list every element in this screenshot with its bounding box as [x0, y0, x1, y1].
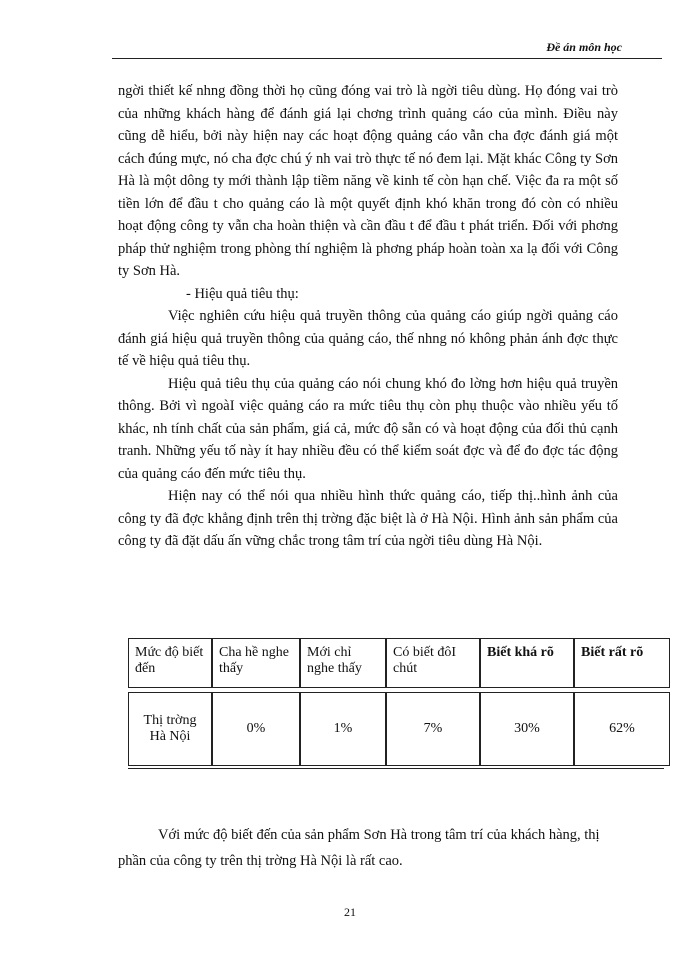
table-row-label: Thị trờng Hà Nội: [128, 692, 212, 766]
paragraph-3: Hiệu quả tiêu thụ của quảng cáo nói chung khó đo lờng hơn hiệu quả truyền thông. Bởi vì ngoàI việc quảng cáo ra mức tiêu thụ còn phụ thuộc vào nhiều yếu tố khác, nh tính chất của sản phẩm, giá cả, mức độ sẵn có và hoạt động của đối thủ cạnh tranh. Những yếu tố này ít hay nhiều đều có thể kiểm soát đợc và để đo đợc tác động của quảng cáo đến mức tiêu thụ.: [118, 375, 618, 482]
table-cell: 1%: [300, 692, 386, 766]
paragraph-4: Hiện nay có thể nói qua nhiều hình thức quảng cáo, tiếp thị..hình ảnh của công ty đã đợc khẳng định trên thị trờng đặc biệt là ở Hà Nội. Hình ảnh sản phẩm của công ty đã đặt dấu ấn vững chắc trong tâm trí của ngời tiêu dùng Hà Nội.: [118, 488, 618, 549]
paragraph-1: ngời thiết kế nhng đồng thời họ cũng đóng vai trò là ngời tiêu dùng. Họ đóng vai trò của những khách hàng để đánh giá lại chơng trình quảng cáo của mình. Điều này cũng dễ hiểu, bởi này hiện nay các hoạt động quảng cáo vẫn cha đợc đánh giá một cách đúng mực, nó cha đợc chú ý nh vai trò thực tế nó đem lại. Mặt khác Công ty Sơn Hà là một dông ty mới thành lập tiềm năng về kinh tế còn hạn chế. Việc đa ra một số tiền lớn để đầu t cho quảng cáo là một quyết định khó khăn trong đó còn có nhiều hoạt động công ty vẫn cha hoàn thiện và cần đầu t để đầu t phát triển. Đối với phơng pháp thử nghiệm trong phòng thí nghiệm là phơng pháp hoàn toàn xa lạ đối với Công ty Sơn Hà.: [118, 83, 618, 279]
table-header-cell: Mới chỉ nghe thấy: [300, 638, 386, 688]
page-number: 21: [344, 905, 356, 919]
table-header-cell: Cha hề nghe thấy: [212, 638, 300, 688]
paragraph-2: Việc nghiên cứu hiệu quả truyền thông của quảng cáo giúp ngời quảng cáo đánh giá hiệu quả truyền thông của quảng cáo, thế nhng nó không phản ánh đợc thực tế về hiệu quả tiêu thụ.: [118, 308, 618, 369]
header-title: Đề án môn học: [546, 40, 622, 54]
table-bottom-rule: [128, 768, 664, 769]
table-cell: 30%: [480, 692, 574, 766]
body-text: [118, 80, 618, 553]
table-row: [128, 692, 670, 766]
table-header-row: [128, 638, 670, 688]
awareness-table: [128, 638, 670, 766]
conclusion-paragraph: Với mức độ biết đến của sản phẩm Sơn Hà trong tâm trí của khách hàng, thị phần của công ty trên thị trờng Hà Nội là rất cao.: [118, 827, 600, 869]
table-header-cell: Biết rất rõ: [574, 638, 670, 688]
table-cell: 62%: [574, 692, 670, 766]
bullet-heading: - Hiệu quả tiêu thụ:: [186, 285, 299, 302]
header-rule: [112, 58, 662, 59]
table-cell: 7%: [386, 692, 480, 766]
table-cell: 0%: [212, 692, 300, 766]
table-header-cell: Mức độ biết đến: [128, 638, 212, 688]
table-header-cell: Biết khá rõ: [480, 638, 574, 688]
table-header-cell: Có biết đôI chút: [386, 638, 480, 688]
